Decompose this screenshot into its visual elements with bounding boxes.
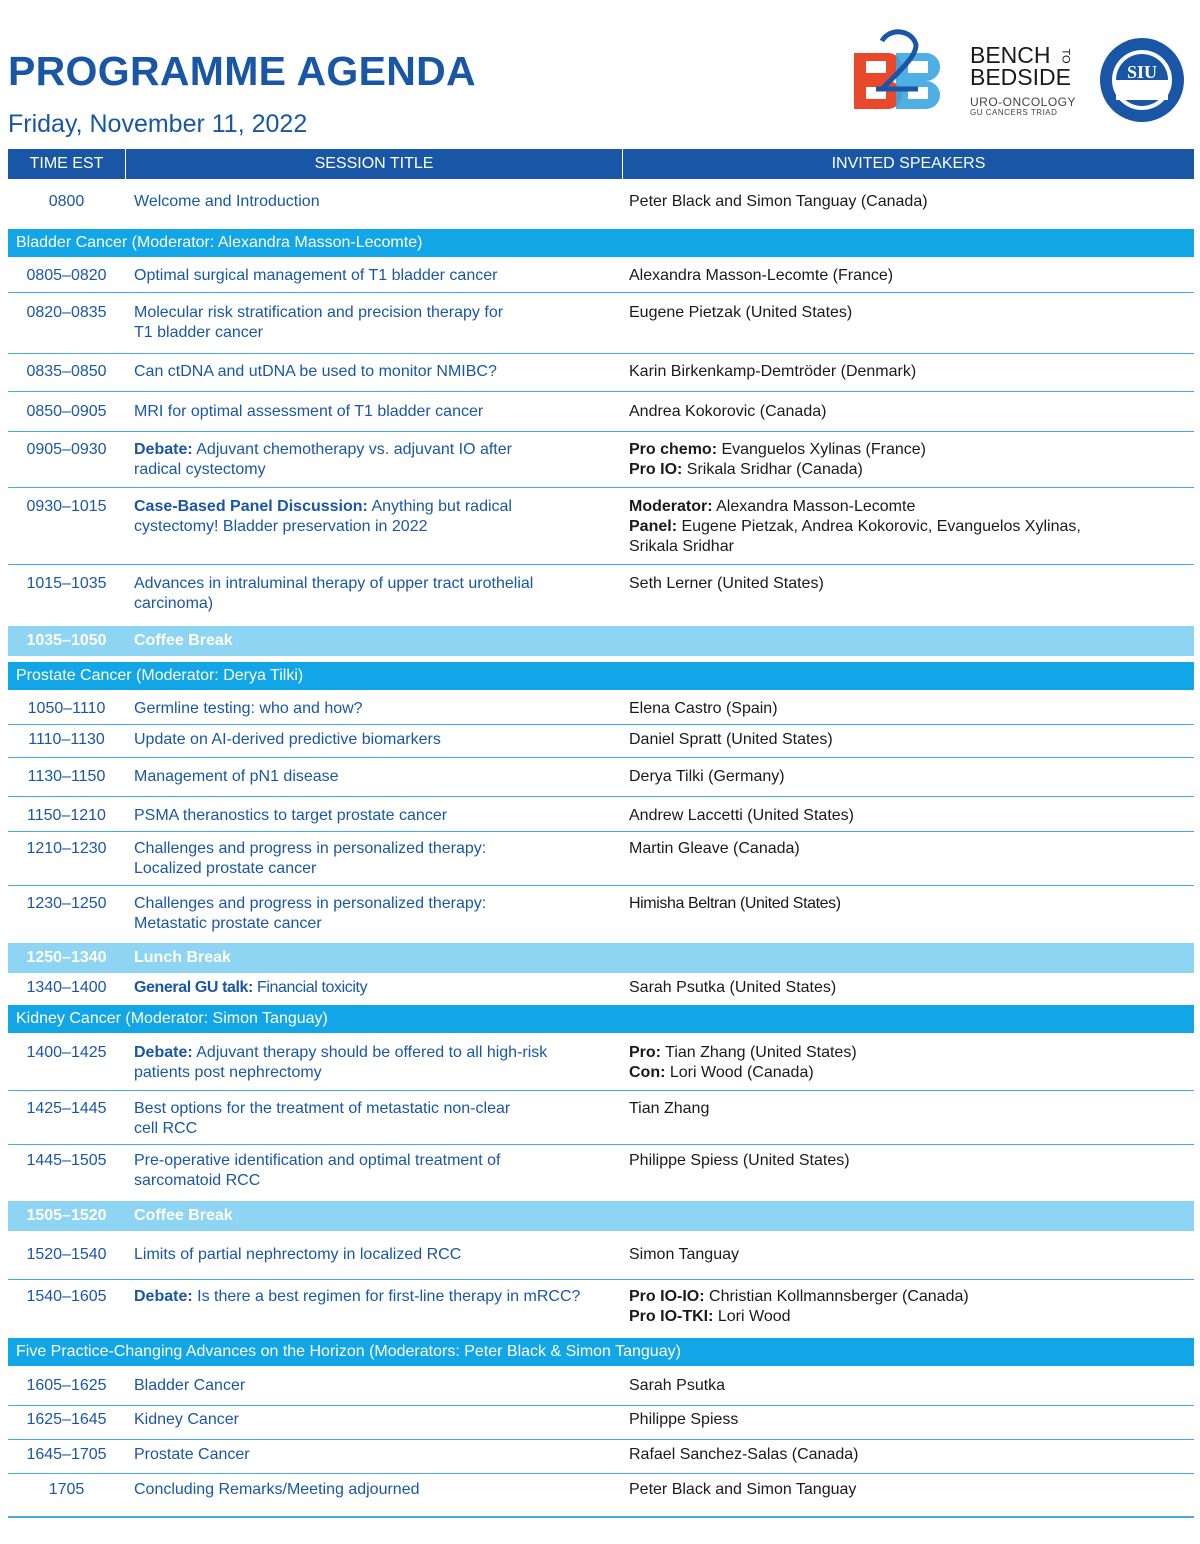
row-speakers: Philippe Spiess (United States) [629, 1152, 850, 1169]
row-speakers: Andrea Kokorovic (Canada) [629, 403, 827, 420]
row-session: Advances in intraluminal therapy of upper tract urothelial carcinoma) [134, 575, 534, 612]
row-divider [8, 487, 1194, 488]
section-header-prostate: Prostate Cancer (Moderator: Derya Tilki) [8, 662, 1194, 690]
row-speakers: Tian Zhang [629, 1100, 710, 1117]
row-time: 1540–1605 [26, 1288, 107, 1305]
row-time: 1425–1445 [26, 1100, 107, 1117]
row-session: Management of pN1 disease [134, 768, 339, 785]
row-speakers: Andrew Laccetti (United States) [629, 807, 854, 824]
row-time: 1015–1035 [26, 575, 107, 592]
row-time: 1230–1250 [26, 895, 107, 912]
col-header-speakers: INVITED SPEAKERS [831, 155, 986, 172]
row-divider [8, 391, 1194, 392]
break-time: 1035–1050 [26, 632, 107, 649]
row-divider [8, 831, 1194, 832]
row-divider [8, 757, 1194, 758]
row-session: Concluding Remarks/Meeting adjourned [134, 1481, 420, 1498]
page-title: PROGRAMME AGENDA [8, 48, 476, 94]
row-session: Germline testing: who and how? [134, 700, 363, 717]
row-divider [8, 431, 1194, 432]
row-time: 1150–1210 [27, 807, 106, 824]
row-speakers: Martin Gleave (Canada) [629, 840, 800, 857]
col-header-session: SESSION TITLE [126, 149, 623, 179]
row-divider [8, 1473, 1194, 1474]
row-session: General GU talk: Financial toxicity [134, 979, 368, 996]
row-time: 1520–1540 [26, 1246, 107, 1263]
event-date: Friday, November 11, 2022 [8, 110, 308, 138]
row-time: 1050–1110 [27, 700, 106, 717]
row-session: Welcome and Introduction [134, 193, 320, 210]
logo-text-bench: BENCH [970, 42, 1051, 68]
row-session: Bladder Cancer [134, 1377, 246, 1394]
break-label: Coffee Break [134, 1207, 233, 1224]
row-divider [8, 564, 1194, 565]
row-divider [8, 1439, 1194, 1440]
logo-text-bedside: BEDSIDE [970, 64, 1071, 90]
row-speakers: Seth Lerner (United States) [629, 575, 824, 592]
break-time: 1250–1340 [26, 949, 107, 966]
section-header-five-advances: Five Practice-Changing Advances on the Horizon (Moderators: Peter Black & Simon Tanguay) [8, 1338, 1194, 1366]
row-time: 1210–1230 [26, 840, 107, 857]
row-time: 1400–1425 [26, 1044, 107, 1061]
row-divider [8, 724, 1194, 725]
row-session: Debate: Is there a best regimen for first-line therapy in mRCC? [134, 1288, 581, 1305]
row-speakers: Sarah Psutka (United States) [629, 979, 837, 996]
row-time: 1110–1130 [28, 731, 105, 748]
row-speakers: Peter Black and Simon Tanguay [629, 1481, 857, 1498]
row-session: Best options for the treatment of metastatic non-clear cell RCC [134, 1100, 511, 1137]
row-divider [8, 353, 1194, 354]
row-session: Kidney Cancer [134, 1411, 239, 1428]
row-speakers: Sarah Psutka [629, 1377, 726, 1394]
row-speakers: Philippe Spiess [629, 1411, 739, 1428]
row-speakers: Alexandra Masson-Lecomte (France) [629, 267, 894, 284]
row-speakers: Pro chemo: Evanguelos Xylinas (France) Pro IO: Srikala Sridhar (Canada) [629, 441, 926, 478]
row-speakers: Pro IO-IO: Christian Kollmannsberger (Canada) Pro IO-TKI: Lori Wood [629, 1288, 969, 1325]
break-label: Lunch Break [134, 949, 231, 966]
break-row [8, 1201, 1194, 1231]
row-divider [8, 885, 1194, 886]
section-header-kidney: Kidney Cancer (Moderator: Simon Tanguay) [8, 1005, 1194, 1033]
bottom-rule [8, 1516, 1194, 1518]
row-speakers: Eugene Pietzak (United States) [629, 304, 853, 321]
break-row [8, 626, 1194, 656]
row-time: 1705 [48, 1481, 85, 1498]
row-time: 0835–0850 [26, 363, 107, 380]
row-divider [8, 292, 1194, 293]
row-time: 1645–1705 [26, 1446, 107, 1463]
row-session: MRI for optimal assessment of T1 bladder cancer [134, 403, 484, 420]
row-divider [8, 1405, 1194, 1406]
break-time: 1505–1520 [26, 1207, 107, 1224]
section-header-bladder: Bladder Cancer (Moderator: Alexandra Masson-Lecomte) [8, 229, 1194, 257]
row-speakers: Simon Tanguay [629, 1246, 739, 1263]
row-session: Challenges and progress in personalized therapy: Metastatic prostate cancer [134, 895, 487, 932]
table-header [8, 149, 1194, 179]
row-time: 1445–1505 [26, 1152, 107, 1169]
row-speakers: Peter Black and Simon Tanguay (Canada) [629, 193, 928, 210]
row-divider [8, 1144, 1194, 1145]
row-session: Debate: Adjuvant therapy should be offered to all high-risk patients post nephrectomy [134, 1044, 548, 1081]
row-session: Prostate Cancer [134, 1446, 250, 1463]
row-time: 1625–1645 [26, 1411, 107, 1428]
row-speakers: Daniel Spratt (United States) [629, 731, 833, 748]
row-speakers: Karin Birkenkamp-Demtröder (Denmark) [629, 363, 917, 380]
row-session: Limits of partial nephrectomy in localized RCC [134, 1246, 462, 1263]
row-divider [8, 1279, 1194, 1280]
siu-logo [1098, 36, 1186, 124]
row-speakers: Himisha Beltran (United States) [629, 895, 841, 912]
row-speakers: Derya Tilki (Germany) [629, 768, 785, 785]
row-time: 0850–0905 [26, 403, 107, 420]
row-session: PSMA theranostics to target prostate cancer [134, 807, 448, 824]
row-session: Challenges and progress in personalized therapy: Localized prostate cancer [134, 840, 487, 877]
row-speakers: Rafael Sanchez-Salas (Canada) [629, 1446, 859, 1463]
siu-logo-text: SIU [1126, 62, 1158, 82]
row-speakers: Pro: Tian Zhang (United States) Con: Lori Wood (Canada) [629, 1044, 857, 1081]
row-speakers: Elena Castro (Spain) [629, 700, 778, 717]
col-header-time: TIME EST [8, 149, 126, 179]
row-session: Debate: Adjuvant chemotherapy vs. adjuvant IO after radical cystectomy [134, 441, 512, 478]
row-session: Pre-operative identification and optimal treatment of sarcomatoid RCC [134, 1152, 501, 1189]
row-session: Molecular risk stratification and precision therapy for T1 bladder cancer [134, 304, 504, 341]
row-session: Optimal surgical management of T1 bladder cancer [134, 267, 498, 284]
logo-text-uro-oncology: URO-ONCOLOGY [970, 95, 1077, 109]
row-time: 1130–1150 [27, 768, 106, 785]
row-time: 0820–0835 [26, 304, 107, 321]
row-time: 1340–1400 [26, 979, 107, 996]
row-time: 0905–0930 [26, 441, 107, 458]
row-time: 0805–0820 [26, 267, 107, 284]
row-session: Update on AI-derived predictive biomarkers [134, 731, 441, 748]
logo-text-gu-triad: GU CANCERS TRIAD [970, 108, 1058, 117]
break-label: Coffee Break [134, 632, 233, 649]
break-row [8, 943, 1194, 973]
row-divider [8, 796, 1194, 797]
row-session: Case-Based Panel Discussion: Anything but radical cystectomy! Bladder preservation in 2022 [134, 498, 512, 535]
row-session: Can ctDNA and utDNA be used to monitor NMIBC? [134, 363, 497, 380]
row-divider [8, 1090, 1194, 1091]
row-time: 1605–1625 [26, 1377, 107, 1394]
row-time: 0930–1015 [26, 498, 107, 515]
row-time: 0800 [48, 193, 85, 210]
row-speakers: Moderator: Alexandra Masson-Lecomte Panel: Eugene Pietzak, Andrea Kokorovic, Evanguelos Xylinas, Srikala Sridhar [629, 498, 1081, 555]
logo-text-to: TO [1059, 48, 1072, 64]
